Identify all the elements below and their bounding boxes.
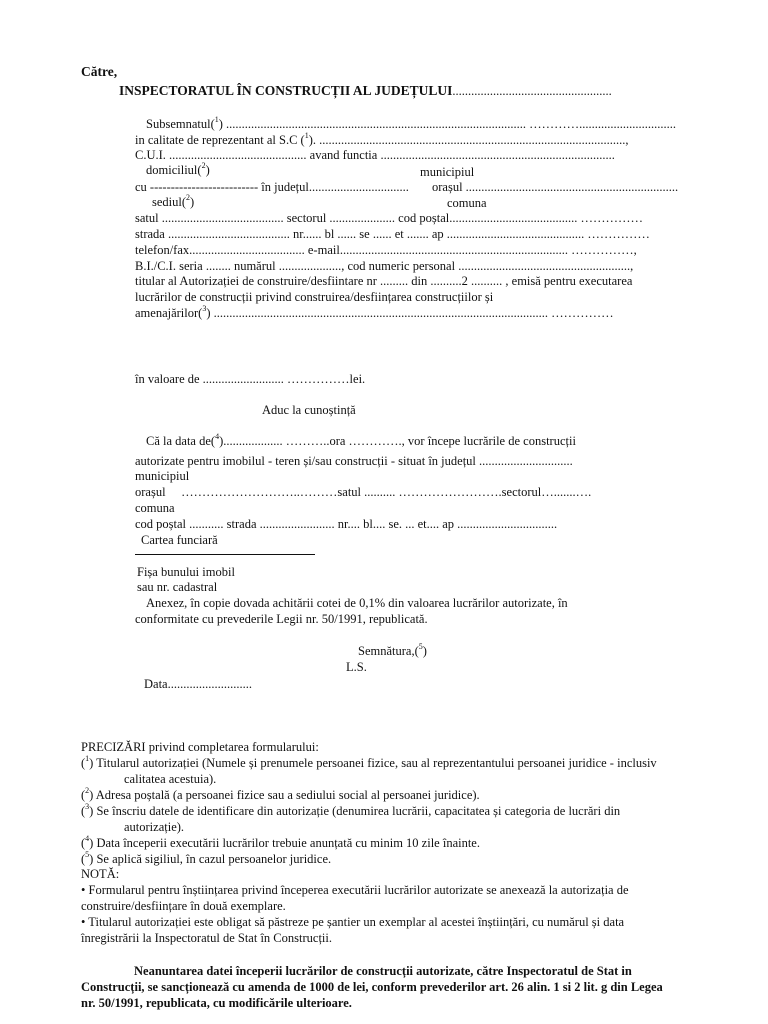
- penalty-line-2: Construcții, se sancționează cu amenda de 1000 de lei, conform prevederilor art. 26 alin. 1 si 2 lit. g din Legea: [81, 980, 663, 994]
- property-commune: comuna: [135, 501, 175, 515]
- nota-bullet-1: • Formularul pentru înștiințarea privind începerea executării lucrărilor autorizate se anexează la autorizația de: [81, 883, 629, 897]
- notes-title: PRECIZĂRI privind completarea formularului:: [81, 740, 319, 754]
- note-5: ($^5$) Se aplică sigiliul, în cazul persoanelor juridice.: [81, 850, 332, 866]
- note-1: ($^1$) Titularul autorizației (Numele și prenumele persoanei fizice, sau al reprezentantului persoanei juridice - inclusiv: [81, 754, 657, 770]
- note-3: ($^3$) Se înscriu datele de identificare din autorizație (denumirea lucrării, capacitatea și categoria de lucrări din: [81, 802, 621, 818]
- nota-title: NOTĂ:: [81, 867, 120, 881]
- note-1-continued: calitatea acestuia).: [124, 772, 217, 786]
- notice-title: Aduc la cunoștință: [262, 403, 356, 417]
- nota-bullet-1-continued: construire/desființare în două exemplare.: [81, 899, 286, 913]
- annex-line-2: conformitate cu prevederile Legii nr. 50/1991, republicată.: [135, 612, 428, 626]
- start-date-line: Că la data de($^4$)................... ………..ora …………., vor începe lucrările de construcții: [146, 432, 576, 448]
- inspectorate-name: INSPECTORATUL ÎN CONSTRUCȚII AL JUDEȚULUI: [119, 83, 453, 98]
- property-sheet-label: Fișa bunului imobil: [137, 565, 235, 579]
- nota-bullet-2: • Titularul autorizației este obligat să păstreze pe șantier un exemplar al acestei înștiințări, cu numărul și data: [81, 915, 625, 929]
- headquarters-label: sediul($^2$): [152, 193, 195, 209]
- property-line: autorizate pentru imobilul - teren și/sau construcții - situat în județul ..............................: [135, 454, 573, 468]
- penalty-line-1: Neanuntarea datei începerii lucrărilor de construcții autorizate, către Inspectoratul de Stat in: [134, 964, 632, 978]
- property-town-line: orașul ………………………..………satul .......... …………………….sectorul….......….: [135, 485, 592, 499]
- applicant-line: Subsemnatul($^1$) ................................................................................................ …………...............................: [146, 115, 677, 131]
- authorization-line: titular al Autorizației de construire/desfiintare nr ......... din ..........2 .......... , emisă pentru executarea: [135, 274, 633, 288]
- domicile-label: domiciliul($^2$): [146, 161, 210, 177]
- date-label: Data...........................: [144, 677, 252, 691]
- works-line: lucrărilor de construcții privind construirea/desființarea construcțiilor și: [135, 290, 494, 304]
- village-line: satul ....................................... sectorul ..................... cod poștal......................................... ……………: [135, 211, 643, 225]
- inspectorate-title: [119, 83, 612, 99]
- works-description-line: amenajărilor($^3$) ........................................................................................................... ……………: [135, 304, 614, 320]
- signature-label: Semnătura,($^5$): [358, 642, 427, 658]
- property-municipality: municipiul: [135, 469, 190, 483]
- recipient-label: Către,: [81, 64, 118, 79]
- town-line: orașul ....................................................................: [432, 180, 679, 194]
- cadastral-label: sau nr. cadastral: [137, 580, 218, 594]
- phone-line: telefon/fax..................................... e-mail......................................................................... ……………,: [135, 243, 637, 257]
- value-line: în valoare de .......................... ……………lei.: [135, 372, 366, 386]
- id-line: B.I./C.I. seria ........ numărul ...................., cod numeric personal .......................................................,: [135, 259, 634, 273]
- property-address-line: cod poștal ........... strada ........................ nr.... bl.... se. ... et.... ap ................................: [135, 517, 558, 531]
- note-3-continued: autorizație).: [124, 820, 185, 834]
- representative-line: in calitate de reprezentant al S.C ($^1$). ..................................................................................................,: [135, 131, 629, 147]
- divider-line: [135, 554, 315, 555]
- seal-label: L.S.: [346, 660, 367, 674]
- note-2: ($^2$) Adresa poștală (a persoanei fizice sau a sediului social al persoanei juridice).: [81, 786, 480, 802]
- street-line: strada ....................................... nr...... bl ...... se ...... et ....... ap ............................................ ……………: [135, 227, 650, 241]
- note-4: ($^4$) Data începerii executării lucrărilor trebuie anunțată cu minim 10 zile înainte.: [81, 834, 480, 850]
- commune-label: comuna: [447, 196, 487, 210]
- nota-bullet-2-continued: înregistrării la Inspectoratul de Stat în Construcții.: [81, 931, 332, 945]
- inspectorate-dots: ...................................................: [452, 84, 612, 98]
- penalty-line-3: nr. 50/1991, republicata, cu modificările ulterioare.: [81, 996, 352, 1010]
- annex-line: Anexez, în copie dovada achitării cotei de 0,1% din valoarea lucrărilor autorizate, în: [146, 596, 568, 610]
- land-registry-label: Cartea funciară: [141, 533, 218, 547]
- cui-line: C.U.I. ............................................ avand functia ...........................................................................: [135, 148, 615, 162]
- municipality-label: municipiul: [420, 165, 475, 179]
- county-line: cu -------------------------- în județul................................: [135, 180, 409, 194]
